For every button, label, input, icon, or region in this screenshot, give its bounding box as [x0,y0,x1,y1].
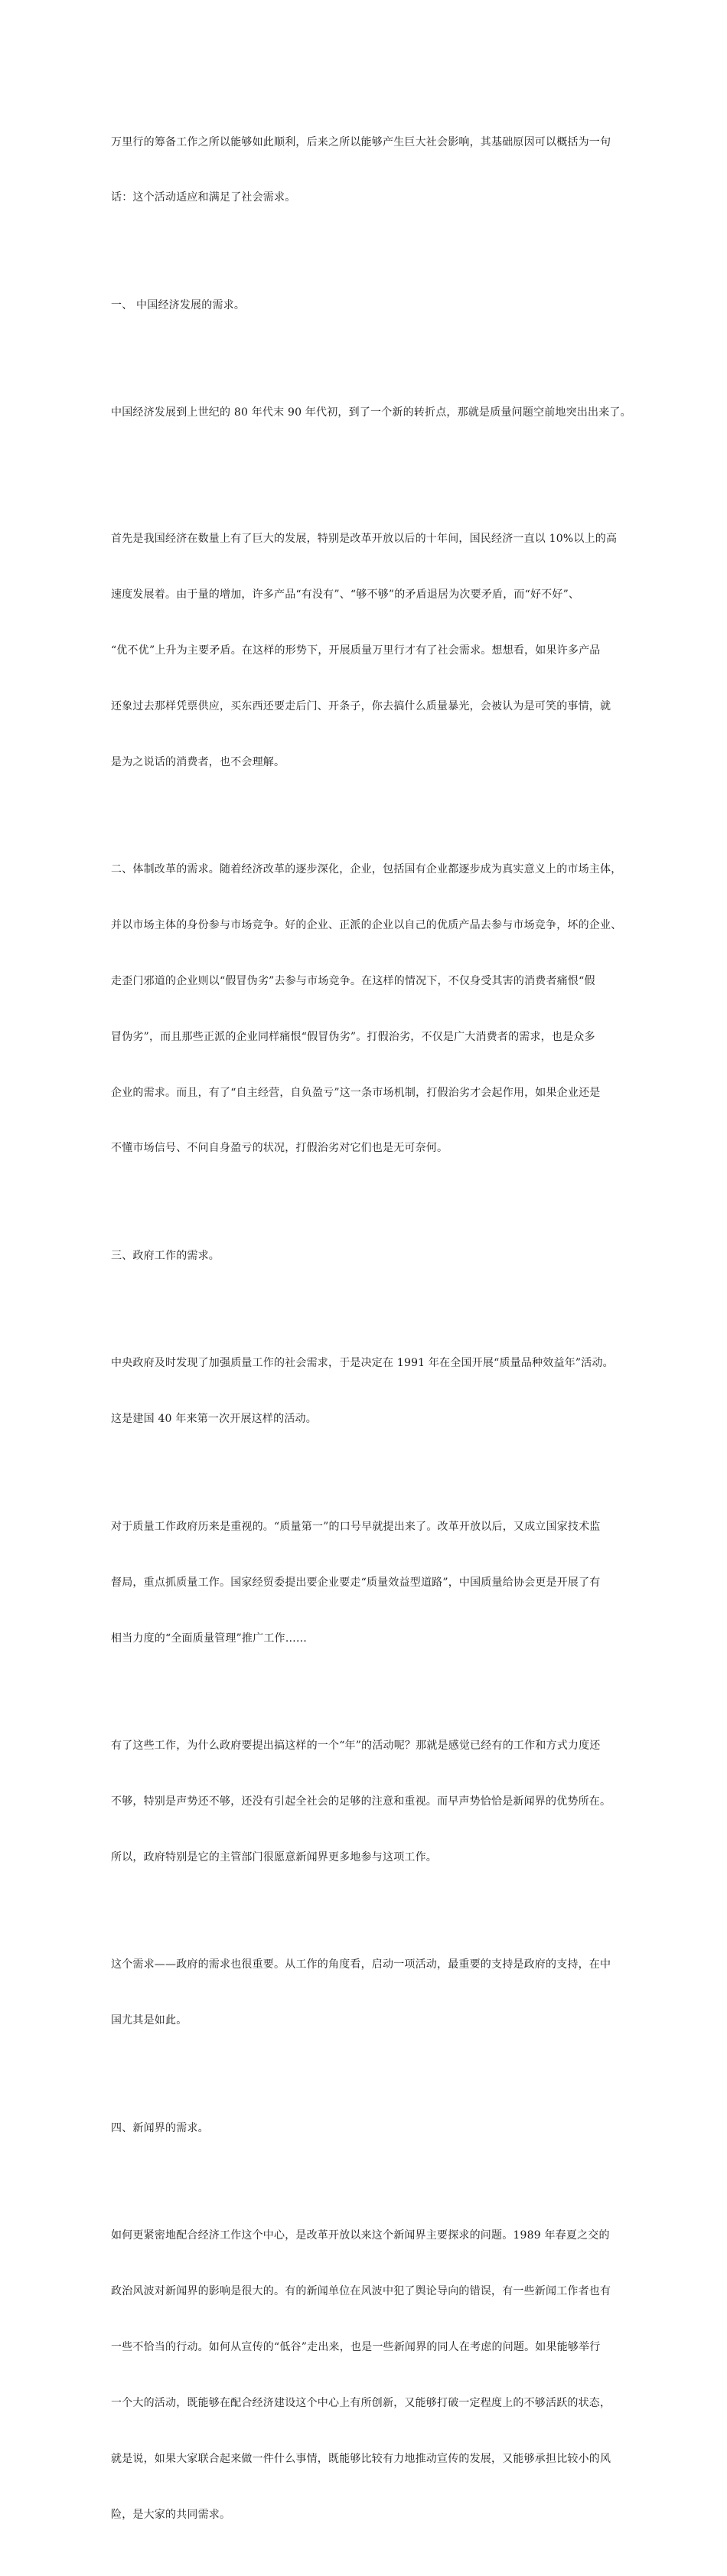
text-line: 险，是大家的共同需求。 [111,2508,231,2521]
text-line: 一些不恰当的行动。如何从宣传的“低谷”走出来，也是一些新闻界的同人在考虑的问题。如果能够举行 [111,2340,601,2353]
text-line: 政治风波对新闻界的影响是很大的。有的新闻单位在风波中犯了舆论导向的错误，有一些新闻工作者也有 [111,2285,611,2298]
paragraph-intro [111,96,622,244]
text-line: 有了这些工作，为什么政府要提出搞这样的一个“年”的活动呢？那就是感觉已经有的工作和方式力度还 [111,1740,601,1753]
text-line: 首先是我国经济在数量上有了巨大的发展，特别是改革开放以后的十年间，国民经济一直以 10%以上的高 [111,532,618,545]
text-line: 万里行的筹备工作之所以能够如此顺利，后来之所以能够产生巨大社会影响，其基础原因可以概括为一句 [111,135,611,148]
paragraph-economy [111,367,631,459]
text-line: 不够，特别是声势还不够，还没有引起全社会的足够的注意和重视。而早声势恰恰是新闻界的优势所在。 [111,1795,611,1808]
paragraph-press-need [111,2190,622,2561]
section-heading-1 [111,259,622,351]
text-line: 中央政府及时发现了加强质量工作的社会需求，于是决定在 1991 年在全国开展“质量品种效益年”活动。 [111,1357,614,1370]
text-line: 企业的需求。而且，有了“自主经营，自负盈亏”这一条市场机制，打假治劣才会起作用，如果企业还是 [111,1086,601,1099]
text-line: 这是建国 40 年来第一次开展这样的活动。 [111,1413,317,1426]
text-line: 就是说，如果大家联合起来做一件什么事情，既能够比较有力地推动宣传的发展，又能够承担比较小的风 [111,2452,611,2465]
text-line: 走歪门邪道的企业则以“假冒伪劣”去参与市场竞争。在这样的情况下，不仅身受其害的消费者痛恨“假 [111,974,595,987]
paragraph-government-need [111,1919,622,2067]
paragraph-why-year [111,1699,622,1903]
text-line: “优不优”上升为主要矛盾。在这样的形势下，开展质量万里行才有了社会需求。想想看，如果许多产品 [111,644,601,657]
text-line: 二、体制改革的需求。随着经济改革的逐步深化，企业，包括国有企业都逐步成为真实意义上的市场主体， [111,862,622,876]
text-line: 一、 中国经济发展的需求。 [111,298,246,311]
paragraph-government-decision [111,1317,622,1466]
text-line: 一个大的活动，既能够在配合经济建设这个中心上有所创新，又能够打破一定程度上的不够活跃的状态， [111,2396,611,2409]
paragraph-quality-work [111,1480,622,1684]
document-body [111,96,631,2576]
text-line: 还象过去那样凭票供应，买东西还要走后门、开条子，你去搞什么质量暴光，会被认为是可笑的事情，就 [111,699,611,712]
text-line: 如何更紧密地配合经济工作这个中心，是改革开放以来这个新闻界主要探求的问题。1989 年春夏之交的 [111,2229,610,2242]
text-line: 所以，政府特别是它的主管部门很愿意新闻界更多地参与这项工作。 [111,1850,437,1864]
text-line: 这个需求——政府的需求也很重要。从工作的角度看，启动一项活动，最重要的支持是政府的支持，在中 [111,1958,611,1971]
section-heading-4 [111,2082,622,2174]
text-line: 相当力度的“全面质量管理”推广工作…… [111,1632,308,1645]
text-line: 冒伪劣”，而且那些正派的企业同样痛恨“假冒伪劣”。打假治劣，不仅是广大消费者的需求，也是众多 [111,1030,595,1043]
text-line: 中国经济发展到上世纪的 80 年代末 90 年代初，到了一个新的转折点，那就是质量问题空前地突出出来了。 [111,406,631,419]
text-line: 三、政府工作的需求。 [111,1249,220,1262]
text-line: 对于质量工作政府历来是重视的。“质量第一”的口号早就提出来了。改革开放以后，又成立国家技术监 [111,1520,601,1533]
text-line: 是为之说话的消费者，也不会理解。 [111,755,285,768]
text-line: 四、新闻界的需求。 [111,2121,209,2134]
section-heading-3 [111,1209,622,1302]
text-line: 国尤其是如此。 [111,2014,187,2027]
paragraph-quantity-growth [111,492,622,808]
text-line: 速度发展着。由于量的增加，许多产品“有没有”、“够不够”的矛盾退居为次要矛盾，而“好不好”、 [111,588,580,601]
text-line: 并以市场主体的身份参与市场竞争。好的企业、正派的企业以自己的优质产品去参与市场竞争，坏的企业、 [111,918,622,931]
text-line: 话：这个活动适应和满足了社会需求。 [111,191,296,204]
text-line: 督局，重点抓质量工作。国家经贸委提出要企业要走“质量效益型道路”，中国质量给协会更是开展了有 [111,1576,601,1589]
text-line: 不懂市场信号、不问自身盈亏的状况，打假治劣对它们也是无可奈何。 [111,1142,448,1155]
paragraph-reform [111,823,622,1195]
